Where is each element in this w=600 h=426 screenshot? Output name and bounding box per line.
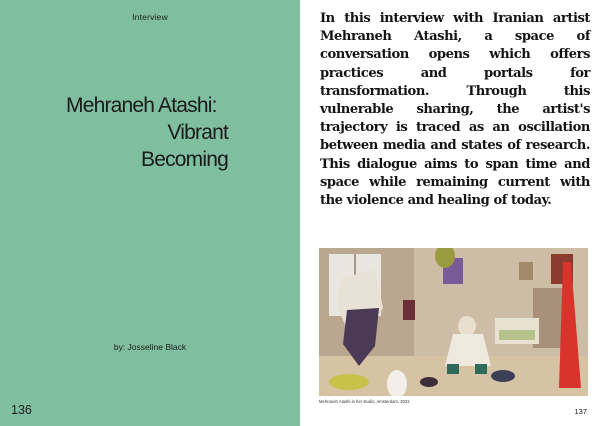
author-byline: by: Josseline Black	[113, 342, 187, 352]
article-title	[66, 92, 228, 173]
photo-caption: Mehraneh Atashi in her studio, Amsterdam, 2022	[319, 399, 410, 404]
title-line-2: Vibrant	[167, 121, 228, 144]
studio-photo	[319, 248, 588, 396]
title-line-1: Mehraneh Atashi:	[66, 94, 217, 117]
right-page	[300, 0, 600, 426]
intro-paragraph: In this interview with Iranian artist Mehraneh Atashi, a space of conversation opens which offers practices and portals for transformation. Through this vulnerable sharing, the artist's trajectory is traced as an oscillation between media and states of research. This dialogue aims to span time and space while remaining current with the violence and healing of today.	[320, 11, 590, 209]
section-label: Interview	[132, 12, 168, 22]
studio-photo-illustration	[319, 248, 588, 396]
title-line-3: Becoming	[141, 148, 228, 171]
page-number-right: 137	[574, 407, 587, 416]
page-number-left: 136	[11, 403, 32, 417]
